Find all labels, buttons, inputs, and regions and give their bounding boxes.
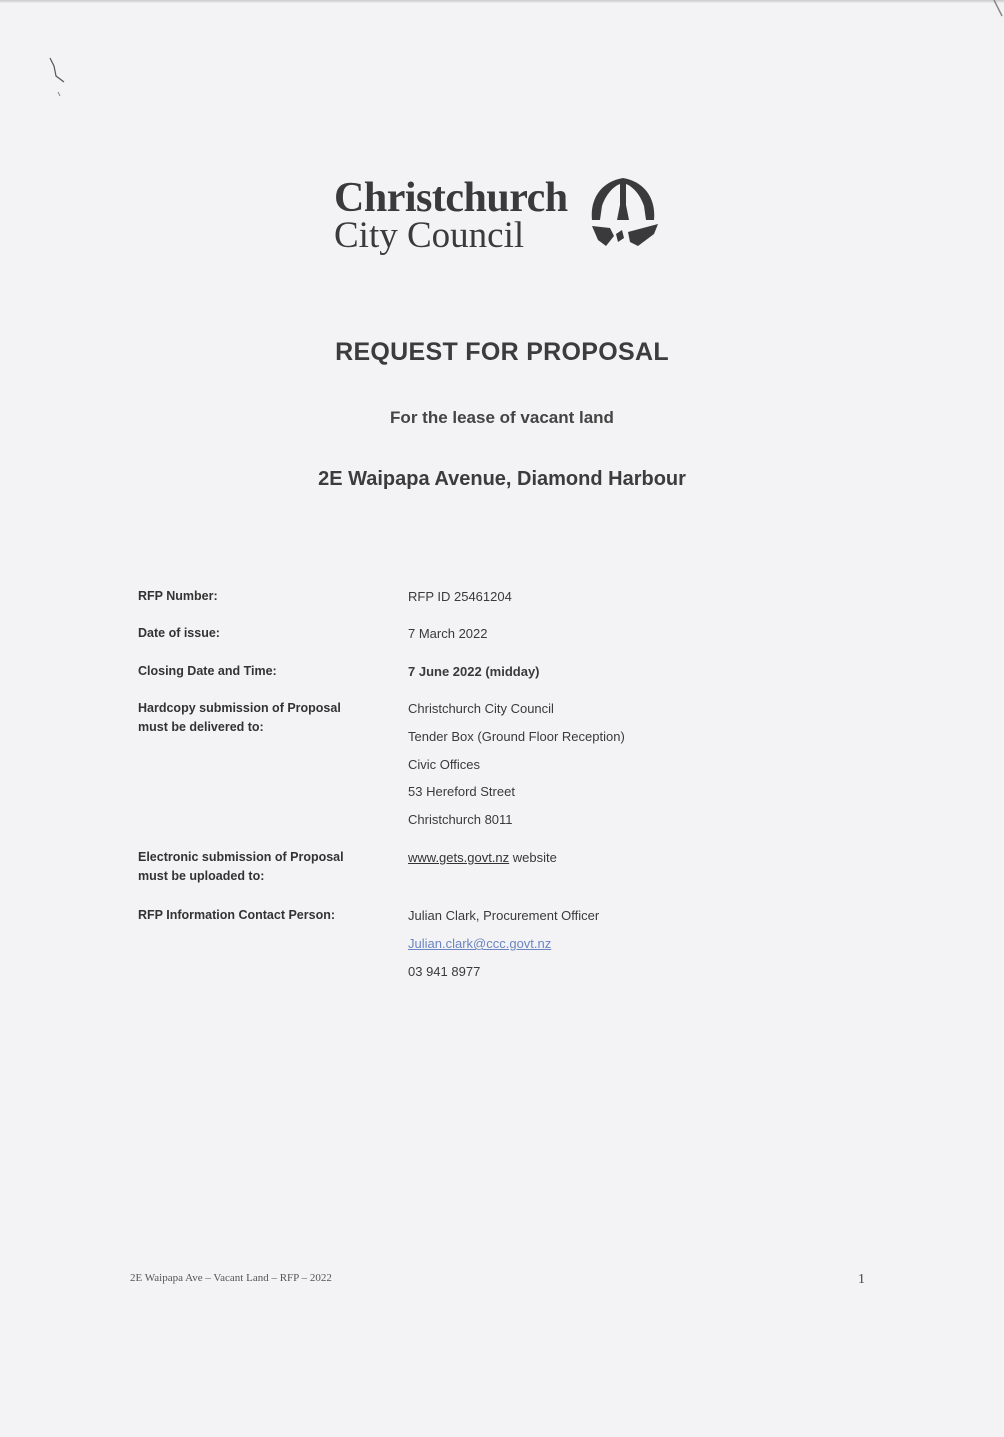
hardcopy-address-line: Christchurch 8011 (408, 812, 513, 827)
electronic-label-line2: must be uploaded to: (138, 869, 265, 883)
gets-website-link[interactable]: www.gets.govt.nz (408, 850, 510, 865)
contact-email-link[interactable]: Julian.clark@ccc.govt.nz (408, 936, 552, 951)
rfp-number-label: RFP Number: (138, 589, 218, 603)
document-subtitle: For the lease of vacant land (390, 408, 614, 427)
page-footer: 2E Waipapa Ave – Vacant Land – RFP – 2022 (130, 1272, 332, 1284)
electronic-label-line1: Electronic submission of Proposal (138, 850, 344, 864)
hardcopy-address-line: Christchurch City Council (408, 701, 554, 716)
scan-corner-mark (992, 0, 1004, 20)
page-number: 1 (858, 1272, 865, 1287)
closing-date-value: 7 June 2022 (midday) (408, 664, 540, 679)
hardcopy-address-line: 53 Hereford Street (408, 784, 515, 799)
contact-phone: 03 941 8977 (408, 964, 481, 979)
rfp-number-value: RFP ID 25461204 (408, 589, 512, 604)
logo-text-line1: Christchurch (334, 175, 568, 221)
logo-text-line2: City Council (334, 215, 525, 256)
hardcopy-label-line1: Hardcopy submission of Proposal (138, 701, 341, 715)
council-logo (330, 172, 670, 262)
hardcopy-label-line2: must be delivered to: (138, 720, 264, 734)
date-of-issue-value: 7 March 2022 (408, 626, 488, 641)
scan-edge (0, 0, 1004, 3)
contact-name: Julian Clark, Procurement Officer (408, 908, 600, 923)
date-of-issue-label: Date of issue: (138, 626, 220, 640)
document-title: REQUEST FOR PROPOSAL (335, 338, 669, 366)
electronic-upload-value (408, 848, 557, 867)
closing-date-label: Closing Date and Time: (138, 664, 277, 678)
contact-label: RFP Information Contact Person: (138, 908, 336, 922)
hardcopy-address-line: Tender Box (Ground Floor Reception) (408, 729, 625, 744)
scan-pen-mark (44, 52, 84, 102)
electronic-suffix: website (509, 850, 557, 865)
christchurch-cathedral-spire-icon (584, 176, 662, 254)
property-address: 2E Waipapa Avenue, Diamond Harbour (318, 468, 686, 490)
hardcopy-address-line: Civic Offices (408, 757, 480, 772)
contact-email-row (408, 934, 551, 953)
